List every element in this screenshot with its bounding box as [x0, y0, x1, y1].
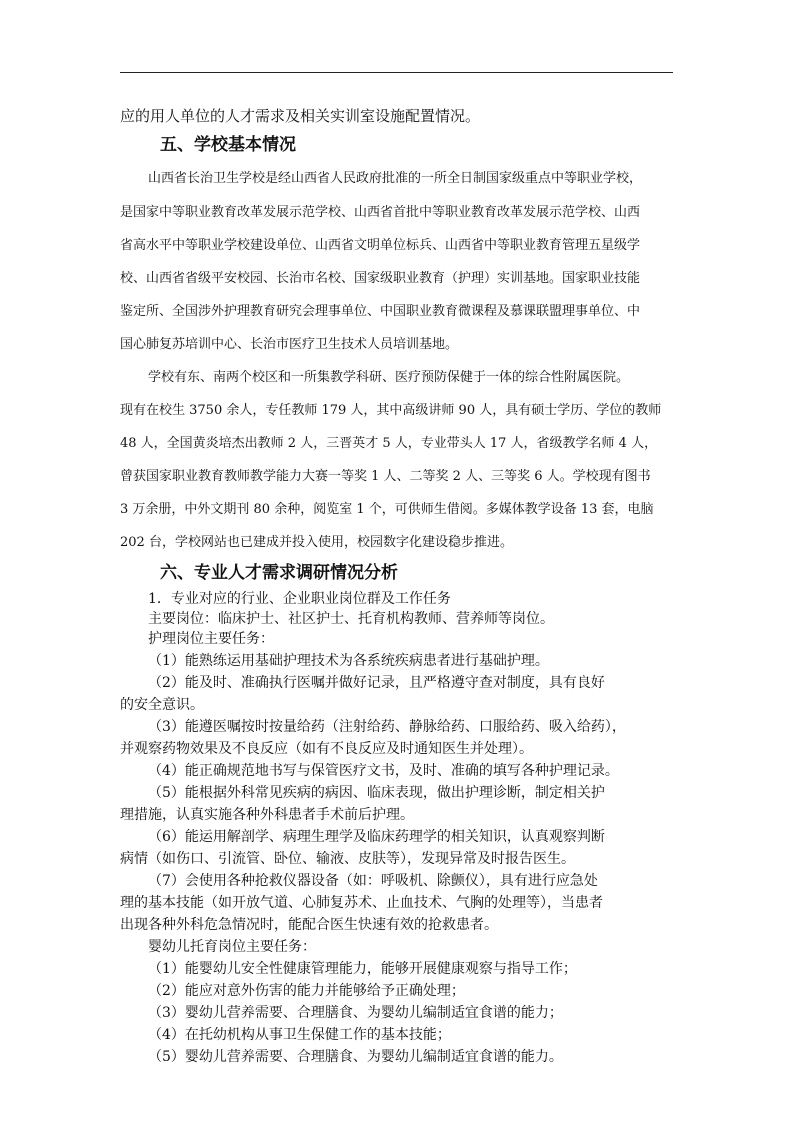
list-item: （2）能及时、准确执行医嘱并做好记录，且严格遵守查对制度，具有良好: [148, 675, 605, 691]
text-line: 曾获国家职业教育教师教学能力大赛一等奖 1 人、二等奖 2 人、三等奖 6 人。学校现有图书: [120, 469, 651, 484]
text-line: 校、山西省省级平安校园、长治市名校、国家级职业教育（护理）实训基地。国家职业技能: [120, 271, 641, 286]
section-heading-6: 六、专业人才需求调研情况分析: [160, 563, 398, 583]
list-item-cont: 理的基本技能（如开放气道、心肺复苏术、止血技术、气胸的处理等），当患者: [120, 895, 603, 911]
text-line: 鉴定所、全国涉外护理教育研究会理事单位、中国职业教育微课程及慕课联盟理事单位、中: [120, 304, 641, 319]
list-item: （1）能婴幼儿安全性健康管理能力，能够开展健康观察与指导工作；: [148, 961, 577, 977]
text-line: 48 人，全国黄炎培杰出教师 2 人，三晋英才 5 人，专业带头人 17 人，省级教学名师 4 人，: [120, 436, 658, 451]
text-line: 省高水平中等职业学校建设单位、山西省文明单位标兵、山西省中等职业教育管理五星级学: [120, 238, 641, 253]
text-line: 应的用人单位的人才需求及相关实训室设施配置情况。: [120, 107, 481, 125]
text-line: 是国家中等职业教育改革发展示范学校、山西省首批中等职业教育改革发展示范学校、山西: [120, 205, 641, 220]
section-heading-5: 五、学校基本情况: [160, 135, 296, 155]
list-item: （1）能熟练运用基础护理技术为各系统疾病患者进行基础护理。: [148, 653, 549, 669]
list-item: （3）婴幼儿营养需要、合理膳食、为婴幼儿编制适宜食谱的能力；: [148, 1005, 563, 1021]
list-item: （7）会使用各种抢救仪器设备（如：呼吸机、除颤仪），具有进行应急处: [148, 873, 598, 889]
list-heading: 婴幼儿托育岗位主要任务：: [148, 939, 316, 955]
text-line: 山西省长治卫生学校是经山西省人民政府批准的一所全日制国家级重点中等职业学校，: [148, 171, 643, 186]
text-line: 现有在校生 3750 余人，专任教师 179 人，其中高级讲师 90 人，具有硕士学历、学位的教师: [120, 403, 662, 418]
list-item-cont: 并观察药物效果及不良反应（如有不良反应及时通知医生并处理）。: [120, 741, 533, 757]
list-item: （4）在托幼机构从事卫生保健工作的基本技能；: [148, 1027, 451, 1043]
text-line: 202 台，学校网站也已建成并投入使用，校园数字化建设稳步推进。: [120, 535, 513, 550]
header-rule: [120, 72, 673, 73]
text-line: 国心肺复苏培训中心、长治市医疗卫生技术人员培训基地。: [120, 337, 459, 352]
list-item-cont: 理措施，认真实施各种外科患者手术前后护理。: [120, 807, 414, 823]
list-heading: 护理岗位主要任务：: [148, 631, 274, 647]
text-line: 主要岗位：临床护士、社区护士、托育机构教师、营养师等岗位。: [148, 611, 554, 627]
subsection-title: 1．专业对应的行业、企业职业岗位群及工作任务: [148, 591, 451, 607]
text-line: 3 万余册，中外文期刊 80 余种，阅览室 1 个，可供师生借阅。多媒体教学设备 13 套，电脑: [120, 502, 654, 517]
list-item: （3）能遵医嘱按时按量给药（注射给药、静脉给药、口服给药、吸入给药），: [148, 719, 626, 735]
list-item-cont: 病情（如伤口、引流管、卧位、输液、皮肤等），发现异常及时报告医生。: [120, 851, 575, 867]
list-item-cont: 的安全意识。: [120, 697, 204, 713]
list-item: （4）能正确规范地书写与保管医疗文书，及时、准确的填写各种护理记录。: [148, 763, 619, 779]
list-item: （6）能运用解剖学、病理生理学及临床药理学的相关知识，认真观察判断: [148, 829, 605, 845]
list-item: （2）能应对意外伤害的能力并能够给予正确处理；: [148, 983, 465, 999]
list-item: （5）能根据外科常见疾病的病因、临床表现，做出护理诊断，制定相关护: [148, 785, 605, 801]
text-line: 学校有东、南两个校区和一所集教学科研、医疗预防保健于一体的综合性附属医院。: [148, 370, 630, 385]
list-item-cont: 出现各种外科危急情况时，能配合医生快速有效的抢救患者。: [120, 917, 498, 933]
list-item: （5）婴幼儿营养需要、合理膳食、为婴幼儿编制适宜食谱的能力。: [148, 1049, 563, 1065]
